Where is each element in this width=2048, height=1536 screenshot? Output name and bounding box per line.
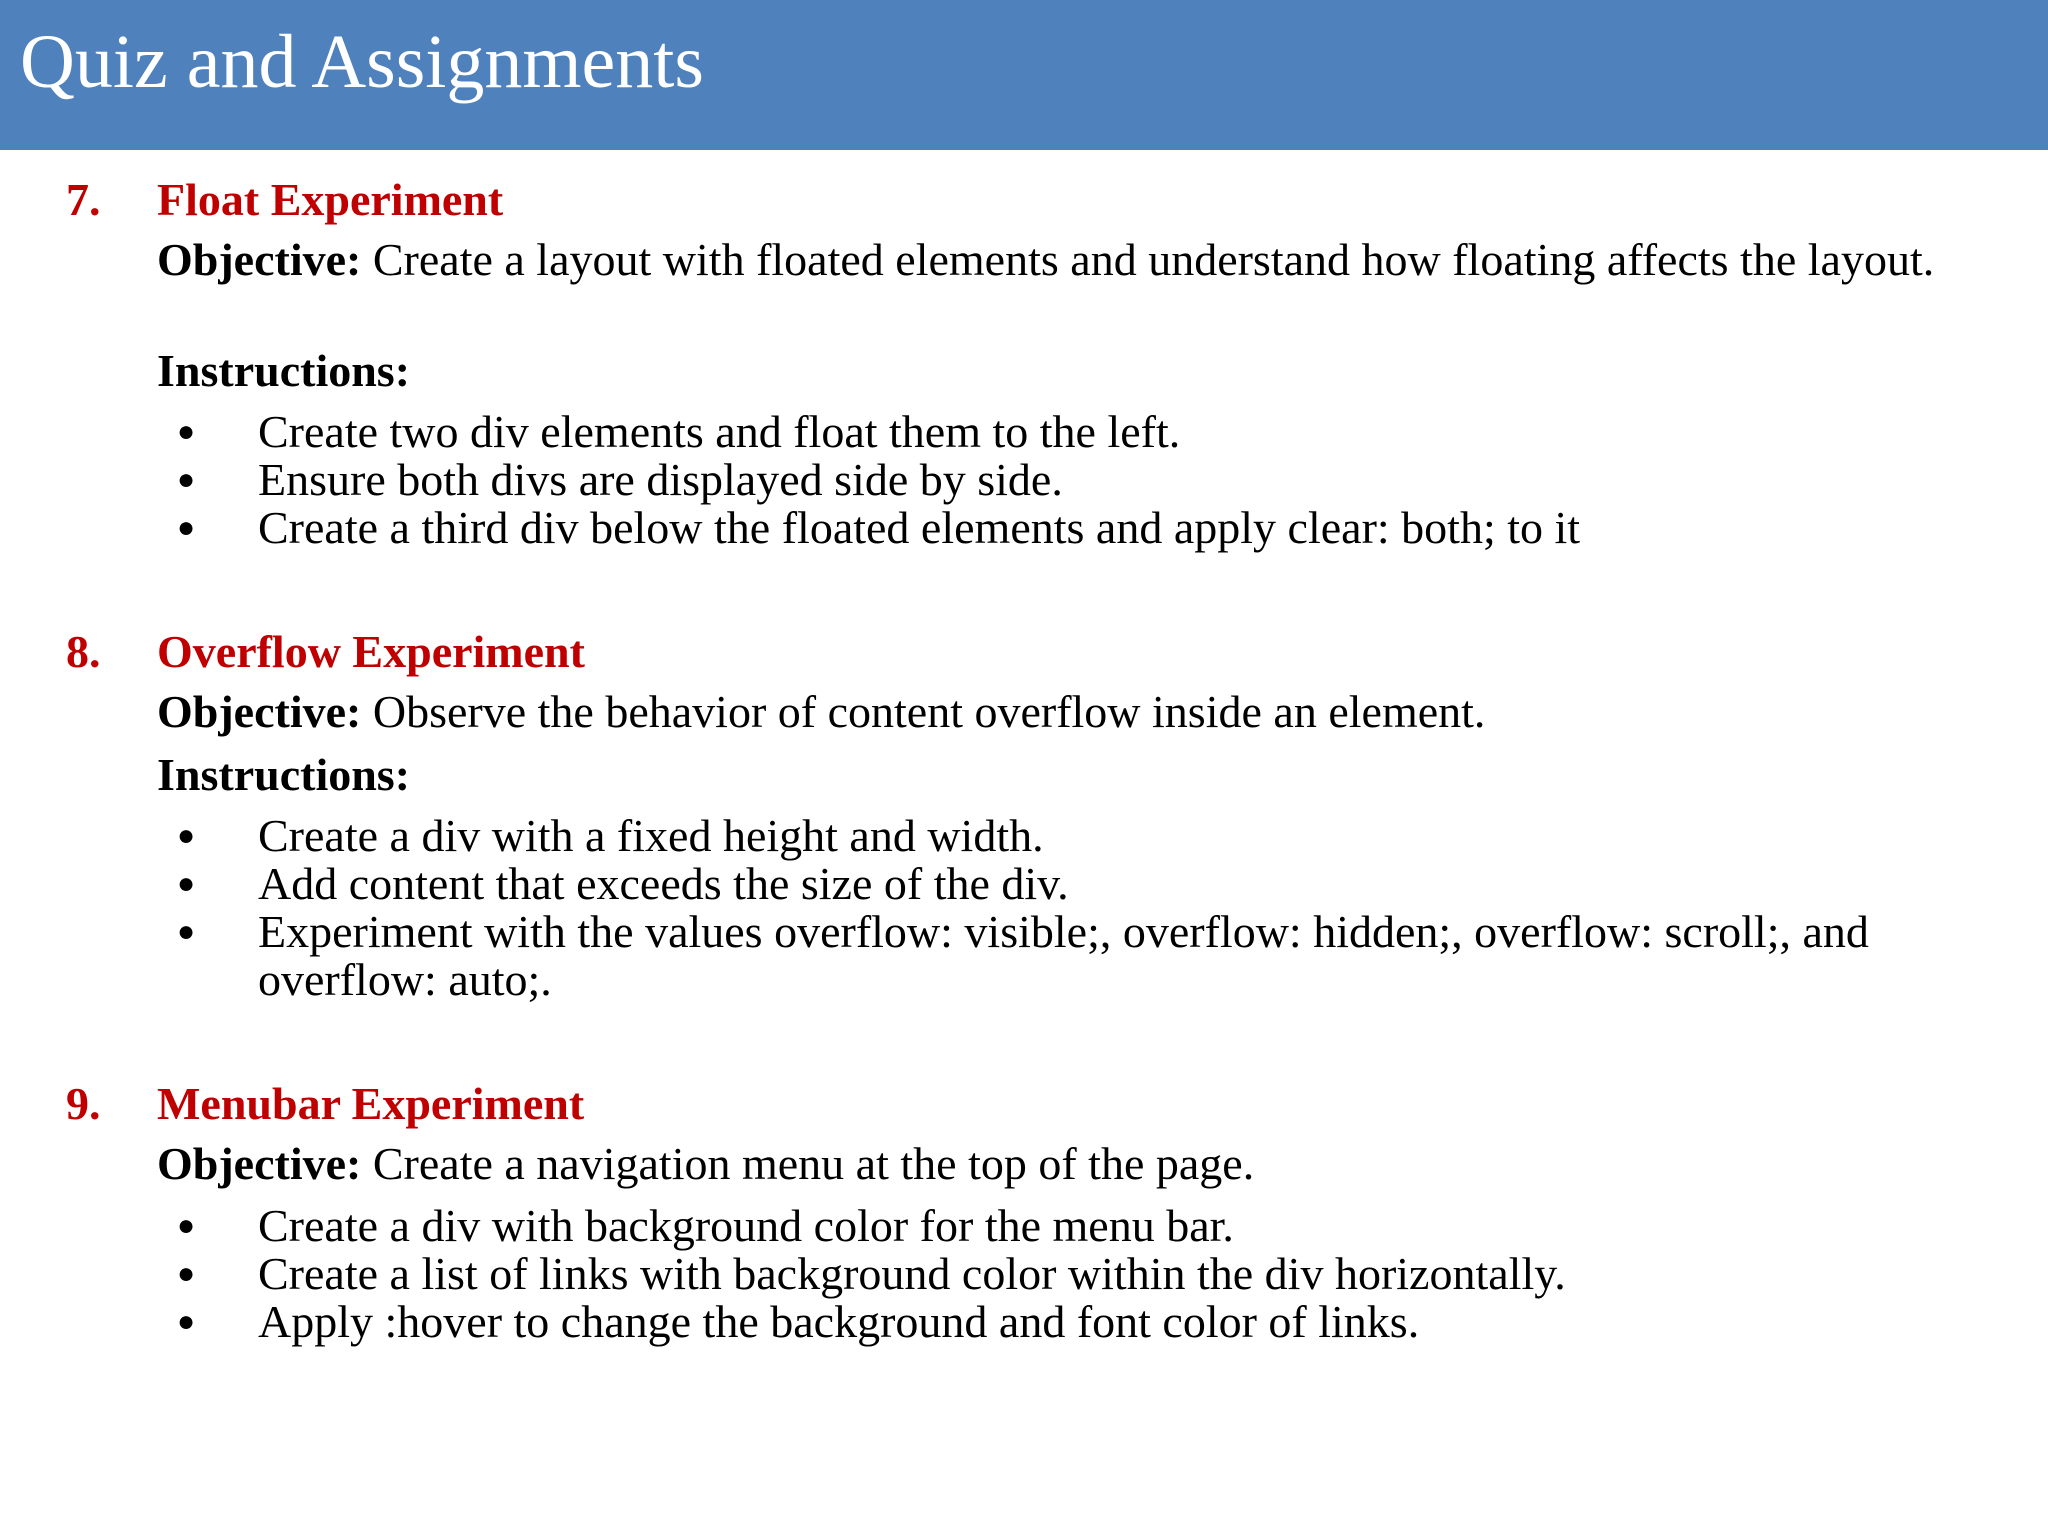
objective-label: Objective: bbox=[157, 686, 362, 737]
bullet-icon: ● bbox=[177, 463, 196, 496]
bullet-icon: ● bbox=[177, 819, 196, 852]
list-item-text: Ensure both divs are displayed side by side. bbox=[258, 454, 1063, 505]
bullet-icon: ● bbox=[177, 867, 196, 900]
bullet-icon: ● bbox=[177, 511, 196, 544]
objective-text: Observe the behavior of content overflow inside an element. bbox=[372, 686, 1486, 737]
list-item bbox=[0, 1202, 2048, 1250]
instructions-list bbox=[0, 1202, 2048, 1346]
list-item-text: Create a list of links with background color within the div horizontally. bbox=[258, 1248, 1566, 1299]
instructions-label: Instructions: bbox=[157, 749, 411, 800]
list-item bbox=[0, 860, 2048, 908]
list-item-text: Experiment with the values overflow: visible;, overflow: hidden;, overflow: scroll;, and overflow: auto;. bbox=[258, 906, 1869, 1005]
bullet-icon: ● bbox=[177, 1257, 196, 1290]
title-bar bbox=[0, 0, 2048, 150]
list-item bbox=[0, 1298, 2048, 1346]
list-item-text: Create a div with a fixed height and width. bbox=[258, 810, 1044, 861]
list-item-text: Apply :hover to change the background and font color of links. bbox=[258, 1296, 1420, 1347]
instructions-list bbox=[0, 812, 2048, 1004]
objective-text: Create a layout with floated elements and understand how floating affects the layout. bbox=[372, 234, 1935, 285]
objective-label: Objective: bbox=[157, 1138, 362, 1189]
list-item-text: Create a div with background color for the menu bar. bbox=[258, 1200, 1234, 1251]
list-item-text: Add content that exceeds the size of the div. bbox=[258, 858, 1069, 909]
list-item-text: Create a third div below the floated elements and apply clear: both; to it bbox=[258, 502, 1581, 553]
section-title: Menubar Experiment bbox=[157, 1078, 585, 1129]
list-item bbox=[0, 456, 2048, 504]
bullet-icon: ● bbox=[177, 1305, 196, 1338]
section-number: 8. bbox=[66, 626, 101, 677]
section-title: Float Experiment bbox=[157, 174, 504, 225]
page-title: Quiz and Assignments bbox=[20, 20, 704, 104]
instructions-list bbox=[0, 408, 2048, 552]
section-number: 9. bbox=[66, 1078, 101, 1129]
objective-label: Objective: bbox=[157, 234, 362, 285]
section-number: 7. bbox=[66, 174, 101, 225]
list-item bbox=[0, 504, 2048, 552]
list-item bbox=[0, 408, 2048, 456]
objective bbox=[157, 236, 1991, 284]
objective bbox=[157, 688, 1991, 736]
list-item bbox=[0, 908, 2048, 1004]
instructions-label: Instructions: bbox=[157, 345, 411, 396]
list-item bbox=[0, 812, 2048, 860]
list-item-text: Create two div elements and float them to the left. bbox=[258, 406, 1181, 457]
objective-text: Create a navigation menu at the top of the page. bbox=[372, 1138, 1255, 1189]
bullet-icon: ● bbox=[177, 1209, 196, 1242]
objective bbox=[157, 1140, 1991, 1188]
bullet-icon: ● bbox=[177, 915, 196, 948]
list-item bbox=[0, 1250, 2048, 1298]
section-title: Overflow Experiment bbox=[157, 626, 585, 677]
bullet-icon: ● bbox=[177, 415, 196, 448]
